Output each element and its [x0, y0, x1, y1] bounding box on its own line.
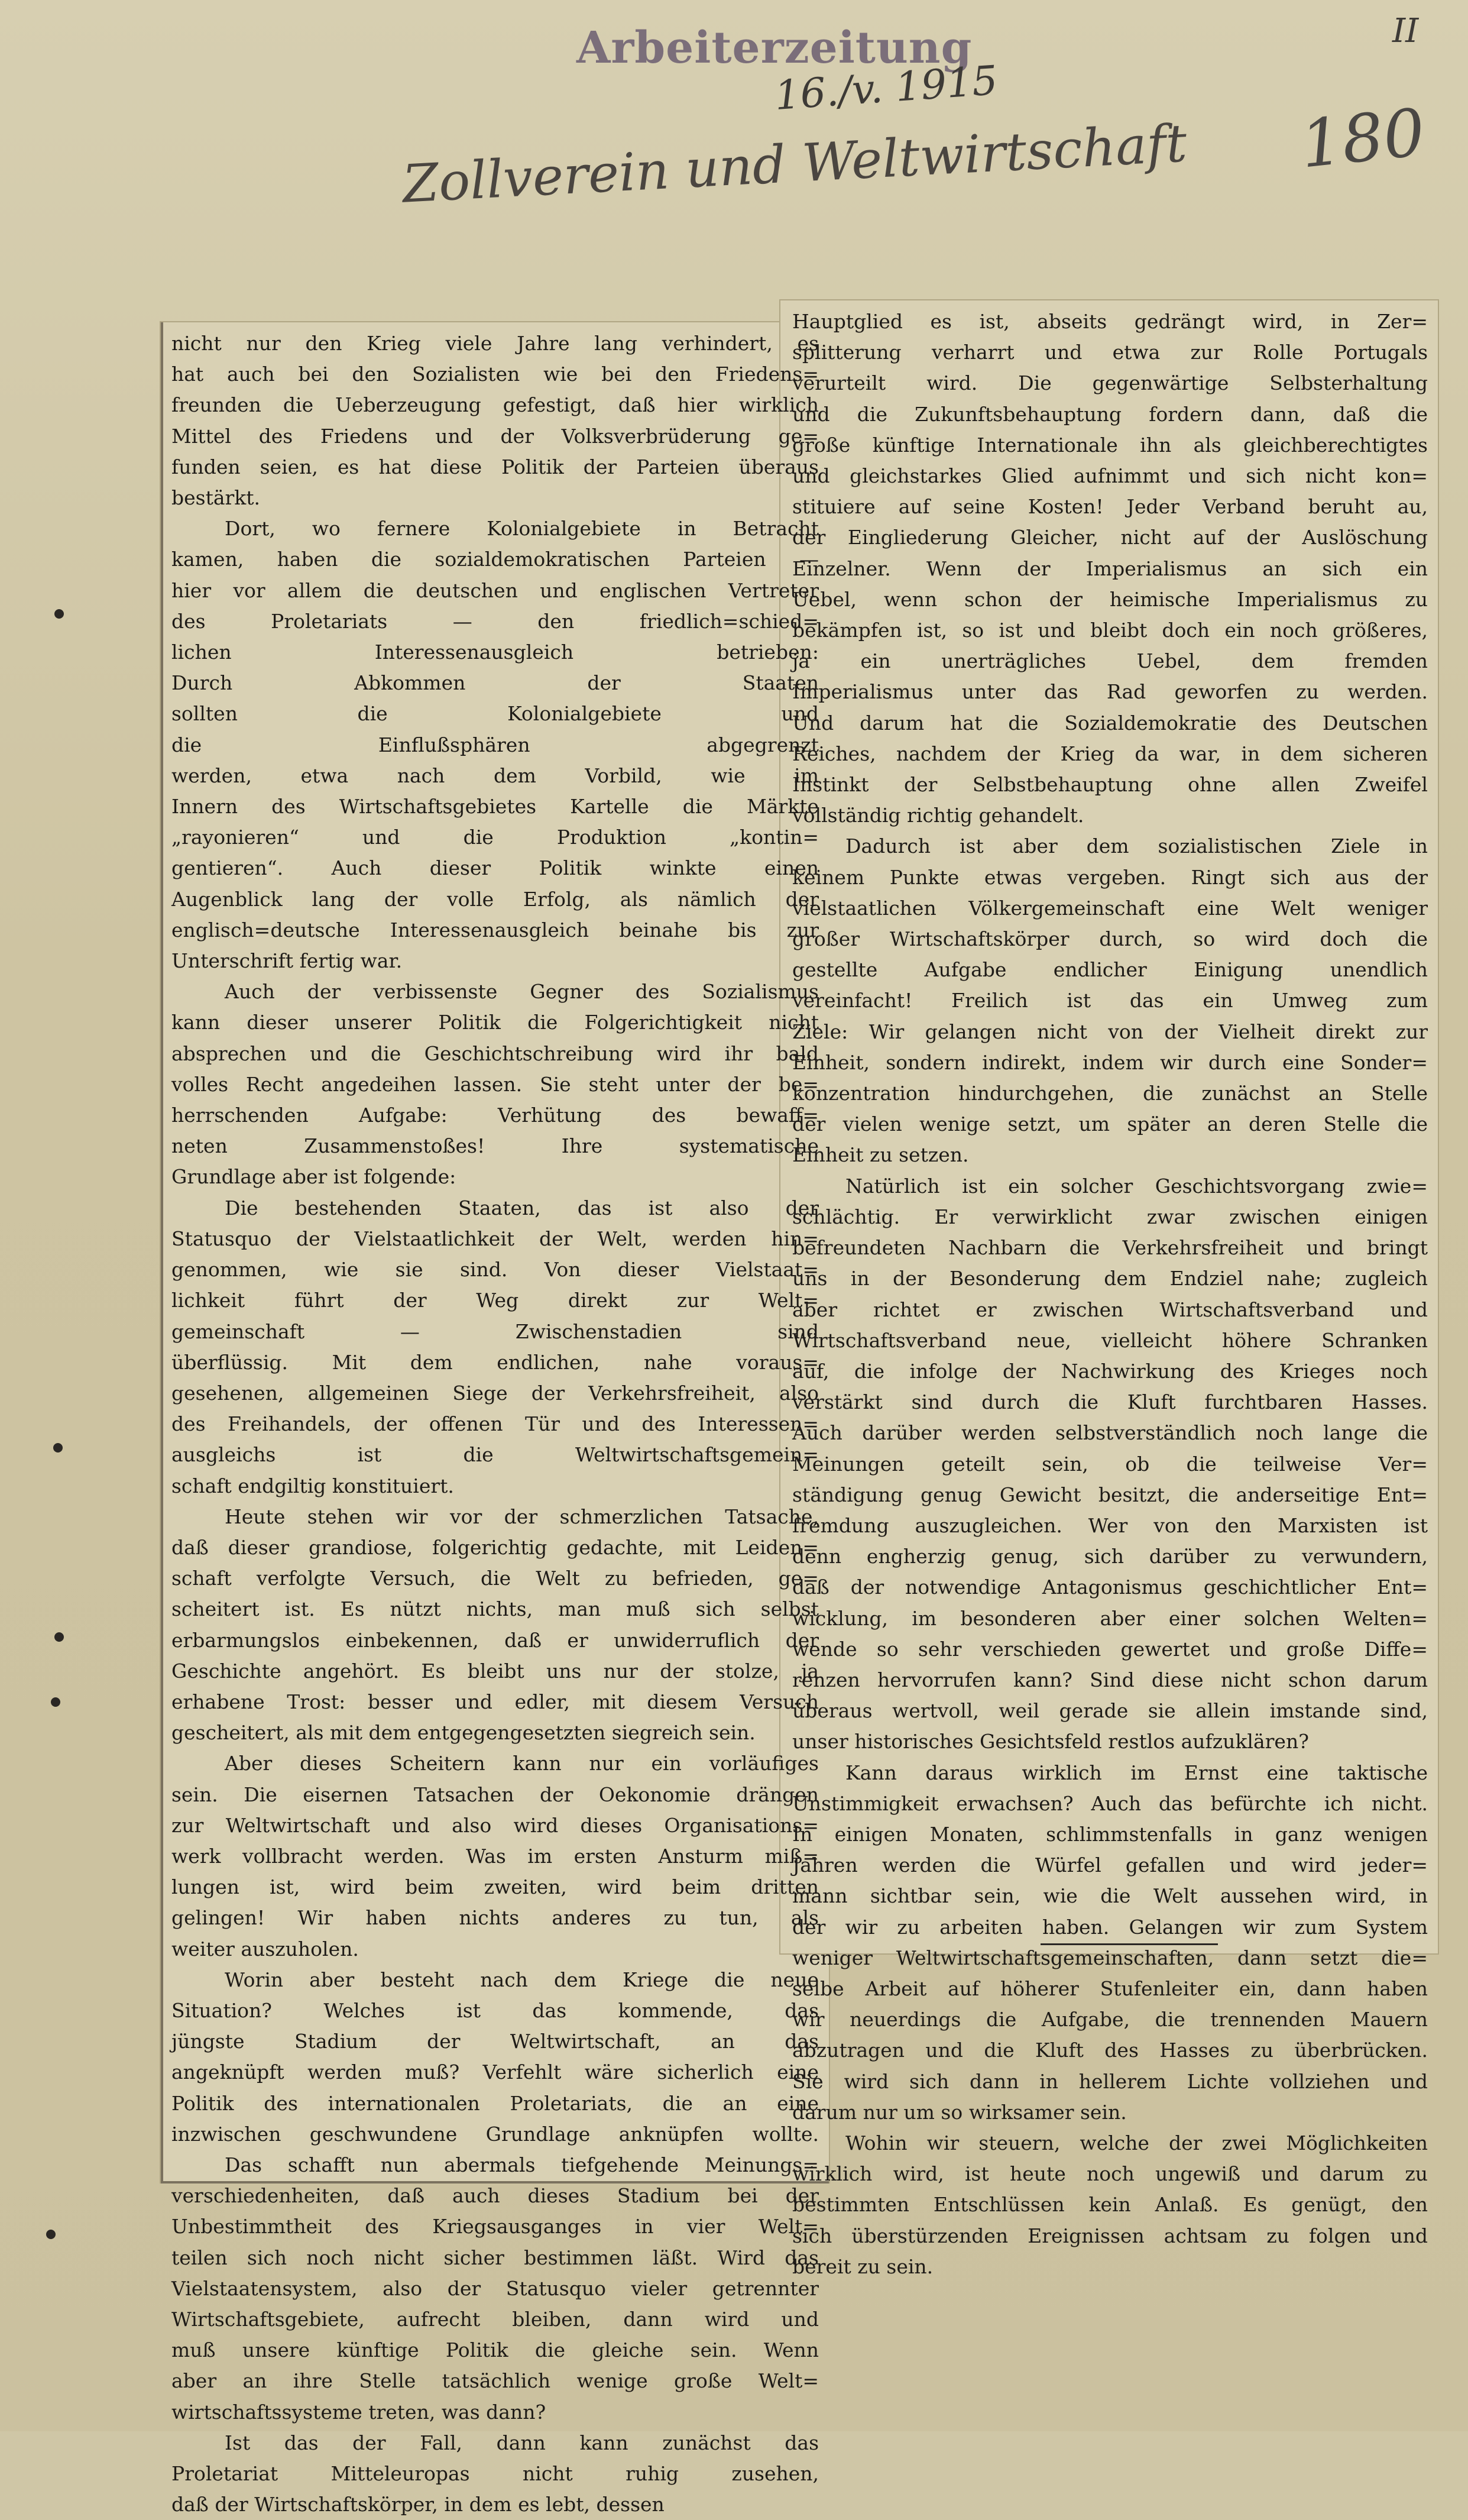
text-line: scheitert ist. Es nützt nichts, man muß sich selbst — [171, 1597, 819, 1621]
end-rule — [1041, 1943, 1218, 1945]
text-line: uns in der Besonderung dem Endziel nahe; zugleich — [792, 1267, 1428, 1290]
text-line: lichkeit führt der Weg direkt zur Welt= — [171, 1289, 819, 1312]
text-line: jüngste Stadium der Weltwirtschaft, an das — [171, 2030, 819, 2053]
text-line: Imperialismus unter das Rad geworfen zu werden. — [792, 680, 1428, 704]
text-line: aber an ihre Stelle tatsächlich wenige große Welt= — [171, 2369, 819, 2393]
text-line: gescheitert, als mit dem entgegengesetzten siegreich sein. — [171, 1721, 756, 1745]
text-line: daß der Wirtschaftskörper, in dem es lebt, dessen — [171, 2493, 665, 2516]
text-line: überflüssig. Mit dem endlichen, nahe voraus= — [171, 1350, 819, 1374]
text-line: nicht nur den Krieg viele Jahre lang verhindert, es — [171, 332, 819, 355]
text-line: weniger Weltwirtschaftsgemeinschaften, dann setzt die= — [792, 1946, 1428, 1969]
text-line: Wirtschaftsverband neue, vielleicht höhere Schranken — [792, 1328, 1428, 1352]
text-line: herrschenden Aufgabe: Verhütung des bewaff= — [171, 1104, 819, 1127]
text-line: Die bestehenden Staaten, das ist also der — [225, 1196, 819, 1219]
text-line: selbe Arbeit auf höherer Stufenleiter ein, dann haben — [792, 1976, 1428, 2000]
text-line: des Freihandels, der offenen Tür und des Interessen= — [171, 1412, 819, 1436]
text-line: Wirtschaftsgebiete, aufrecht bleiben, dann wird und — [171, 2308, 819, 2331]
text-line: splitterung verharrt und etwa zur Rolle Portugals — [792, 341, 1428, 364]
text-line: Meinungen geteilt sein, ob die teilweise Ver= — [792, 1452, 1428, 1476]
text-line: lichen Interessenausgleich betrieben: — [171, 640, 819, 664]
text-line: zur Weltwirtschaft und also wird dieses Organisations= — [171, 1813, 819, 1837]
newspaper-stamp: Arbeiterzeitung — [576, 22, 973, 73]
text-line: kann dieser unserer Politik die Folgerichtigkeit nicht — [171, 1011, 819, 1034]
text-line: Sie wird sich dann in hellerem Lichte vollziehen und — [792, 2069, 1428, 2093]
text-line: absprechen und die Geschichtschreibung wird ihr bald — [171, 1041, 819, 1065]
text-line: Reiches, nachdem der Krieg da war, in dem sicheren — [792, 742, 1428, 765]
text-line: Unterschrift fertig war. — [171, 949, 403, 973]
text-line: Geschichte angehört. Es bleibt uns nur der stolze, ja — [171, 1659, 819, 1683]
text-line: werden, etwa nach dem Vorbild, wie im — [171, 764, 819, 787]
text-line: Jahren werden die Würfel gefallen und wird jeder= — [792, 1853, 1428, 1877]
text-line: Unstimmigkeit erwachsen? Auch das befürchte ich nicht. — [792, 1791, 1428, 1815]
text-line: gesehenen, allgemeinen Siege der Verkehrsfreiheit, also — [171, 1381, 819, 1405]
text-line: Grundlage aber ist folgende: — [171, 1165, 456, 1189]
text-line: gentieren“. Auch dieser Politik winkte einen — [171, 856, 819, 880]
text-line: erbarmungslos einbekennen, daß er unwiderruflich der — [171, 1628, 819, 1652]
text-line: gemeinschaft — Zwischenstadien sind — [171, 1319, 819, 1343]
text-line: vereinfacht! Freilich ist das ein Umweg zum — [792, 989, 1428, 1012]
text-line: englisch=deutsche Interessenausgleich beinahe bis zur — [171, 918, 819, 942]
clipping-border — [161, 322, 163, 2182]
text-line: daß dieser grandiose, folgerichtig gedachte, mit Leiden= — [171, 1535, 819, 1559]
text-line: schaft verfolgte Versuch, die Welt zu befrieden, ge= — [171, 1567, 819, 1590]
text-line: große künftige Internationale ihn als gleichberechtigtes — [792, 433, 1428, 457]
text-line: hat auch bei den Sozialisten wie bei den Friedens= — [171, 363, 819, 386]
text-line: des Proletariats — den friedlich=schied= — [171, 609, 819, 633]
text-line: kamen, haben die sozialdemokratischen Parteien — — [171, 548, 819, 571]
text-line: volles Recht angedeihen lassen. Sie steht unter der be= — [171, 1072, 819, 1096]
text-line: freunden die Ueberzeugung gefestigt, daß hier wirklich — [171, 393, 819, 417]
text-line: daß der notwendige Antagonismus geschichtlicher Ent= — [792, 1576, 1428, 1599]
text-line: stituiere auf seine Kosten! Jeder Verband beruht au, — [792, 495, 1428, 519]
text-line: Vielstaatensystem, also der Statusquo vieler getrennter — [171, 2276, 819, 2300]
handwritten-title: Zollverein und Weltwirtschaft — [401, 112, 1188, 215]
text-line: aber richtet er zwischen Wirtschaftsverband und — [792, 1298, 1428, 1321]
text-line: konzentration hindurchgehen, die zunächst an Stelle — [792, 1082, 1428, 1105]
text-line: keinem Punkte etwas vergeben. Ringt sich aus der — [792, 865, 1428, 889]
text-line: gelingen! Wir haben nichts anderes zu tun, als — [171, 1906, 819, 1930]
article-left-column — [171, 328, 819, 2520]
text-line: „rayonieren“ und die Produktion „kontin= — [171, 826, 819, 849]
text-line: Dadurch ist aber dem sozialistischen Ziele in — [845, 834, 1428, 858]
text-line: Augenblick lang der volle Erfolg, als nämlich der — [171, 887, 819, 911]
text-line: darum nur um so wirksamer sein. — [792, 2100, 1127, 2124]
text-line: funden seien, es hat diese Politik der Parteien überaus — [171, 455, 819, 478]
text-line: Auch darüber werden selbstverständlich noch lange die — [792, 1421, 1428, 1445]
text-line: Kann daraus wirklich im Ernst eine taktische — [845, 1761, 1428, 1784]
text-line: fremdung auszugleichen. Wer von den Marxisten ist — [792, 1513, 1428, 1537]
text-line: schaft endgiltig konstituiert. — [171, 1474, 454, 1497]
text-line: wende so sehr verschieden gewertet und große Diffe= — [792, 1637, 1428, 1661]
text-line: Aber dieses Scheitern kann nur ein vorläufiges — [225, 1752, 819, 1775]
pin-hole-icon — [53, 1443, 63, 1453]
text-line: Das schafft nun abermals tiefgehende Meinungs= — [225, 2153, 819, 2176]
text-line: neten Zusammenstoßes! Ihre systematische — [171, 1134, 819, 1158]
pin-hole-icon — [46, 2230, 56, 2239]
handwritten-date: 16./v. 1915 — [773, 57, 999, 120]
text-line: Durch Abkommen der Staaten — [171, 671, 819, 695]
page-mark: II — [1392, 12, 1419, 50]
text-line: die Einflußsphären abgegrenzt — [171, 733, 819, 756]
text-line: verurteilt wird. Die gegenwärtige Selbsterhaltung — [792, 371, 1428, 395]
text-line: werk vollbracht werden. Was im ersten Ansturm miß= — [171, 1844, 819, 1868]
text-line: Ziele: Wir gelangen nicht von der Vielheit direkt zur — [792, 1020, 1428, 1043]
text-line: schlächtig. Er verwirklicht zwar zwischen einigen — [792, 1205, 1428, 1228]
text-line: Heute stehen wir vor der schmerzlichen Tatsache, — [225, 1505, 819, 1528]
text-line: der wir zu arbeiten haben. Gelangen wir zum System — [792, 1915, 1428, 1939]
text-line: muß unsere künftige Politik die gleiche sein. Wenn — [171, 2338, 819, 2362]
text-line: bestärkt. — [171, 486, 261, 510]
text-line: hier vor allem die deutschen und englischen Vertreter — [171, 578, 819, 602]
text-line: lungen ist, wird beim zweiten, wird beim dritten — [171, 1875, 819, 1899]
text-line: bekämpfen ist, so ist und bleibt doch ein noch größeres, — [792, 619, 1428, 642]
text-line: ja ein unerträgliches Uebel, dem fremden — [792, 649, 1428, 673]
text-line: ausgleichs ist die Weltwirtschaftsgemein= — [171, 1443, 819, 1467]
text-line: bestimmten Entschlüssen kein Anlaß. Es genügt, den — [792, 2193, 1428, 2217]
text-line: teilen sich noch nicht sicher bestimmen läßt. Wird das — [171, 2246, 819, 2269]
text-line: Situation? Welches ist das kommende, das — [171, 1998, 819, 2022]
text-line: vollständig richtig gehandelt. — [792, 804, 1084, 827]
text-line: Uebel, wenn schon der heimische Imperialismus zu — [792, 587, 1428, 611]
text-line: denn engherzig genug, sich darüber zu verwundern, — [792, 1545, 1428, 1568]
archive-number: 180 — [1297, 94, 1429, 183]
pin-hole-icon — [54, 609, 64, 619]
text-line: verschiedenheiten, daß auch dieses Stadium bei der — [171, 2184, 819, 2208]
text-line: bereit zu sein. — [792, 2254, 934, 2278]
text-line: Einheit zu setzen. — [792, 1143, 969, 1167]
text-line: sollten die Kolonialgebiete und — [171, 702, 819, 726]
text-line: Natürlich ist ein solcher Geschichtsvorgang zwie= — [845, 1174, 1428, 1198]
text-line: Und darum hat die Sozialdemokratie des Deutschen — [792, 711, 1428, 735]
text-line: Worin aber besteht nach dem Kriege die neue — [225, 1968, 819, 1991]
text-line: Politik des internationalen Proletariats, die an eine — [171, 2091, 819, 2115]
text-line: wirtschaftssysteme treten, was dann? — [171, 2400, 546, 2424]
text-line: Einzelner. Wenn der Imperialismus an sich ein — [792, 557, 1428, 580]
text-line: angeknüpft werden muß? Verfehlt wäre sicherlich eine — [171, 2060, 819, 2084]
text-line: ständigung genug Gewicht besitzt, die anderseitige Ent= — [792, 1483, 1428, 1506]
text-line: Wohin wir steuern, welche der zwei Möglichkeiten — [845, 2131, 1428, 2155]
text-line: erhabene Trost: besser und edler, mit diesem Versuch — [171, 1690, 819, 1713]
pin-hole-icon — [54, 1632, 64, 1642]
text-line: genommen, wie sie sind. Von dieser Vielstaat= — [171, 1258, 819, 1282]
text-line: wirklich wird, ist heute noch ungewiß und darum zu — [792, 2162, 1428, 2186]
text-line: sein. Die eisernen Tatsachen der Oekonomie drängen — [171, 1783, 819, 1806]
text-line: Hauptglied es ist, abseits gedrängt wird, in Zer= — [792, 310, 1428, 333]
text-line: und die Zukunftsbehauptung fordern dann, daß die — [792, 402, 1428, 426]
text-line: Unbestimmtheit des Kriegsausganges in vier Welt= — [171, 2215, 819, 2238]
text-line: Instinkt der Selbstbehauptung ohne allen Zweifel — [792, 773, 1428, 797]
text-line: inzwischen geschwundene Grundlage anknüpfen wollte. — [171, 2122, 819, 2146]
text-line: Proletariat Mitteleuropas nicht ruhig zusehen, — [171, 2462, 819, 2486]
article-right-column — [792, 306, 1428, 2282]
text-line: Statusquo der Vielstaatlichkeit der Welt, werden hin= — [171, 1227, 819, 1250]
text-line: Auch der verbissenste Gegner des Sozialismus — [225, 980, 819, 1004]
text-line: der vielen wenige setzt, um später an deren Stelle die — [792, 1112, 1428, 1136]
text-line: und gleichstarkes Glied aufnimmt und sich nicht kon= — [792, 464, 1428, 488]
text-line: gestellte Aufgabe endlicher Einigung unendlich — [792, 958, 1428, 982]
text-line: der Eingliederung Gleicher, nicht auf der Auslöschung — [792, 526, 1428, 549]
text-line: Innern des Wirtschaftsgebietes Kartelle die Märkte — [171, 795, 819, 819]
text-line: überaus wertvoll, weil gerade sie allein imstande sind, — [792, 1699, 1428, 1723]
text-line: Mittel des Friedens und der Volksverbrüderung ge= — [171, 424, 819, 448]
text-line: unser historisches Gesichtsfeld restlos aufzuklären? — [792, 1730, 1309, 1754]
text-line: wicklung, im besonderen aber einer solchen Welten= — [792, 1606, 1428, 1630]
text-line: auf, die infolge der Nachwirkung des Krieges noch — [792, 1359, 1428, 1383]
text-line: großer Wirtschaftskörper durch, so wird doch die — [792, 927, 1428, 951]
text-line: wir neuerdings die Aufgabe, die trennenden Mauern — [792, 2008, 1428, 2031]
text-line: vielstaatlichen Völkergemeinschaft eine Welt weniger — [792, 896, 1428, 920]
text-line: In einigen Monaten, schlimmstenfalls in ganz wenigen — [792, 1822, 1428, 1846]
text-line: verstärkt sind durch die Kluft furchtbaren Hasses. — [792, 1390, 1428, 1414]
text-line: befreundeten Nachbarn die Verkehrsfreiheit und bringt — [792, 1236, 1428, 1260]
text-line: sich überstürzenden Ereignissen achtsam zu folgen und — [792, 2224, 1428, 2247]
text-line: Ist das der Fall, dann kann zunächst das — [225, 2431, 819, 2454]
text-line: Einheit, sondern indirekt, indem wir durch eine Sonder= — [792, 1050, 1428, 1074]
text-line: abzutragen und die Kluft des Hasses zu überbrücken. — [792, 2039, 1428, 2062]
text-line: renzen hervorrufen kann? Sind diese nicht schon darum — [792, 1668, 1428, 1691]
text-line: weiter auszuholen. — [171, 1937, 359, 1961]
text-line: mann sichtbar sein, wie die Welt aussehen wird, in — [792, 1884, 1428, 1908]
pin-hole-icon — [51, 1697, 60, 1707]
text-line: Dort, wo fernere Kolonialgebiete in Betracht — [225, 517, 819, 541]
